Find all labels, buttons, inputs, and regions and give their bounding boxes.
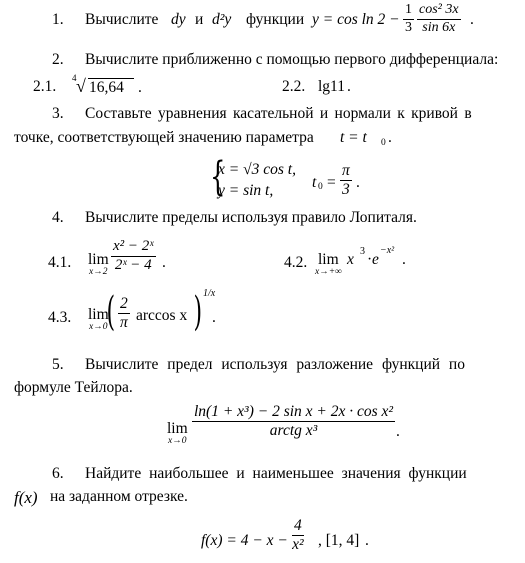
task-3-param: t = t — [340, 129, 367, 146]
task-6-text-line2: на заданном отрезке. — [50, 488, 188, 505]
task-1-word: функции — [246, 11, 305, 28]
task-4-3-number: 4.3. — [48, 309, 72, 326]
task-3-system-brace: { — [210, 154, 226, 200]
task-3-system-y: y = sin t, — [218, 182, 274, 199]
task-4-3-lim-under: x→0 — [89, 322, 108, 332]
task-2-2-expr: lg11 — [318, 78, 345, 95]
task-4-3-frac — [118, 296, 130, 332]
task-4-text: Вычислите пределы используя правило Лопиталя. — [85, 209, 417, 226]
task-4-1-frac-num: x² − 2ˣ — [111, 239, 156, 257]
task-4-3-lim: lim — [88, 306, 109, 323]
task-1-and: и — [195, 11, 204, 28]
task-4-2-dot: · — [367, 251, 373, 268]
task-2-number: 2. — [52, 51, 64, 68]
task-3-t0-frac-num: π — [340, 163, 352, 181]
task-4-3-power: 1/x — [203, 288, 216, 299]
task-3-t0-eq: = — [327, 174, 336, 191]
task-4-2-lim-under: x→+∞ — [315, 267, 342, 277]
task-2-1-radicand: 16,64 — [89, 79, 124, 96]
task-6-frac — [292, 518, 304, 554]
task-1-frac-trig-den: sin 6x — [422, 19, 456, 35]
task-5-number: 5. — [52, 356, 64, 373]
task-6-text-line1: Найдите наибольшее и наименьшее значения функции — [85, 465, 467, 482]
task-4-1-number: 4.1. — [48, 254, 72, 271]
task-3-text-line1: Составьте уравнения касательной и нормали к кривой в — [85, 105, 472, 122]
task-4-2-pow: 3 — [360, 246, 365, 257]
task-3-t0-frac — [340, 163, 352, 199]
task-2-1-end: . — [138, 79, 142, 96]
task-1-verb: Вычислите — [85, 11, 159, 28]
task-4-3-func: arccos x — [136, 307, 188, 324]
task-1-frac-small-num: 1 — [403, 3, 414, 20]
task-5-frac — [192, 404, 395, 440]
task-3-param-end: . — [388, 129, 392, 146]
task-5-lim-under: x→0 — [168, 436, 187, 446]
task-2-1-number: 2.1. — [33, 78, 57, 95]
task-2-1-radical-sign: √ — [76, 76, 86, 96]
task-6-interval: , [1, 4] — [318, 532, 360, 549]
task-3-system-x: x = √3 cos t, — [218, 161, 296, 178]
task-1-frac-trig — [417, 3, 461, 35]
task-4-number: 4. — [52, 209, 64, 226]
task-1-number: 1. — [52, 11, 64, 28]
task-4-3-paren-open: ( — [106, 289, 116, 335]
task-1-lhs: y = cos ln 2 − — [312, 11, 400, 28]
task-3-param-sub: 0 — [381, 138, 386, 148]
task-5-lim: lim — [167, 420, 188, 437]
task-4-1-lim-under: x→2 — [89, 267, 108, 277]
task-4-1-lim: lim — [88, 251, 109, 268]
task-6-fx: f(x) — [14, 488, 38, 507]
task-5-text-line1: Вычислите предел используя разложение функций по — [85, 356, 465, 373]
task-4-2-e: e — [372, 251, 379, 268]
task-1-frac-trig-num: cos² 3x — [417, 3, 461, 20]
task-4-1-frac — [111, 239, 156, 274]
task-6-end: . — [365, 532, 369, 549]
task-3-t0: t — [312, 174, 317, 191]
task-5-text-line2: формуле Тейлора. — [14, 379, 133, 396]
task-3-text-line2: точке, соответствующей значению параметра — [14, 129, 314, 146]
task-4-3-frac-num: 2 — [118, 296, 130, 314]
task-2-2-number: 2.2. — [282, 78, 306, 95]
task-1-dy: dy — [171, 11, 186, 28]
task-5-frac-den: arctg x³ — [269, 422, 318, 440]
task-4-2-lim: lim — [318, 251, 339, 268]
task-4-3-end: . — [212, 309, 216, 326]
task-3-t0-frac-den: 3 — [342, 181, 350, 199]
task-4-2-number: 4.2. — [284, 254, 308, 271]
task-1-frac-small-den: 3 — [405, 19, 412, 35]
task-6-frac-num: 4 — [292, 518, 304, 536]
task-4-2-base: x — [347, 251, 354, 268]
task-4-1-end: . — [162, 254, 166, 271]
task-6-number: 6. — [52, 465, 64, 482]
task-6-lhs: f(x) = 4 − x − — [201, 532, 288, 549]
task-3-system-end: . — [356, 174, 360, 191]
task-2-text: Вычислите приближенно с помощью первого дифференциала: — [85, 51, 499, 68]
task-4-2-end: . — [402, 251, 406, 268]
task-4-2-e-pow: −x² — [380, 245, 395, 256]
task-1-frac-small — [403, 3, 414, 35]
task-4-1-frac-den: 2ˣ − 4 — [114, 256, 152, 273]
task-3-number: 3. — [52, 105, 64, 122]
task-1-end: . — [470, 11, 474, 28]
task-1-d2y: d²y — [212, 11, 232, 28]
task-6-frac-den: x² — [292, 536, 304, 554]
task-4-3-paren-close: ) — [193, 289, 203, 335]
task-2-1-root-index: 4 — [72, 73, 77, 83]
task-5-end: . — [396, 423, 400, 440]
task-3-t0-sub: 0 — [318, 182, 323, 192]
task-2-2-end: . — [347, 78, 351, 95]
task-5-frac-num: ln(1 + x³) − 2 sin x + 2x · cos x² — [192, 404, 395, 422]
task-4-3-frac-den: π — [119, 314, 128, 332]
